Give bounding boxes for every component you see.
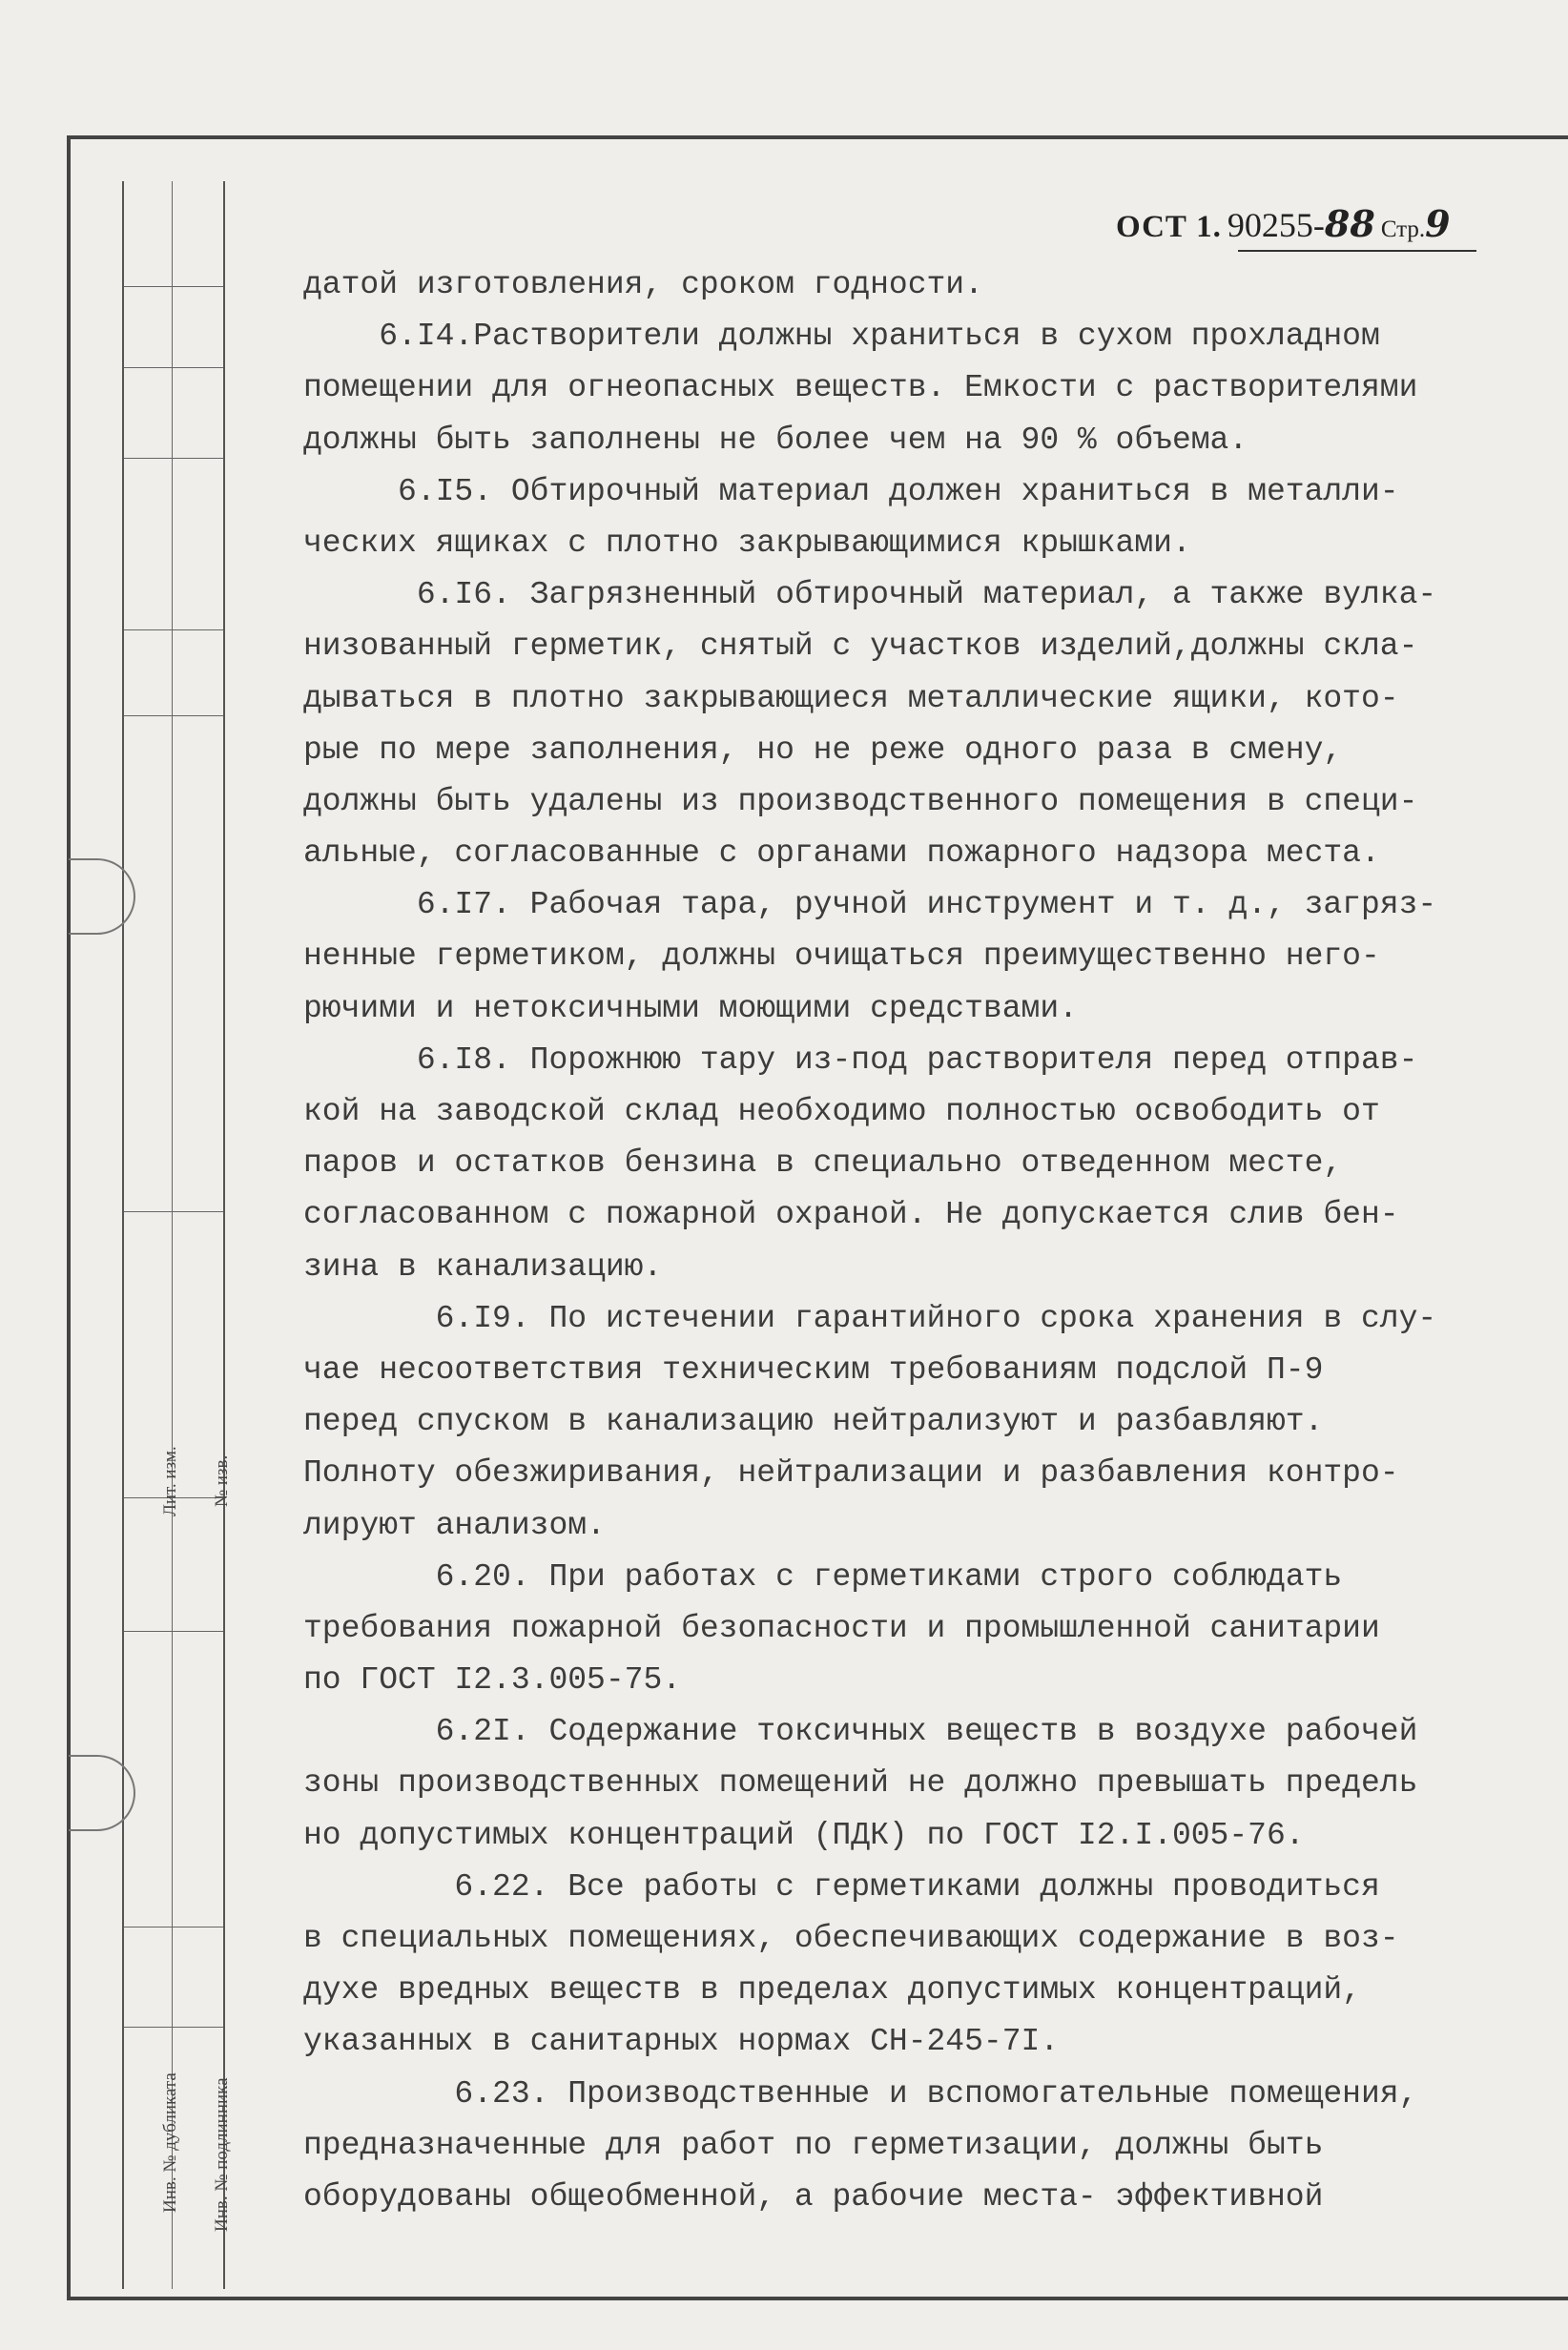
margin-strip-rule: [124, 715, 223, 716]
text-line: ненные герметиком, должны очищаться преимущественно него-: [303, 938, 1380, 975]
text-line: предназначенные для работ по герметизации, должны быть: [303, 2127, 1324, 2163]
text-line: 6.I7. Рабочая тара, ручной инструмент и т. д., загряз-: [303, 887, 1437, 923]
text-line: чае несоответствия техническим требованиям подслой П-9: [303, 1351, 1324, 1388]
text-line: духе вредных веществ в пределах допустимых концентраций,: [303, 1972, 1361, 2009]
text-line: оборудованы общеобменной, а рабочие места- эффективной: [303, 2178, 1324, 2215]
document-body: [303, 259, 1564, 2223]
text-line: но допустимых концентраций (ПДК) по ГОСТ I2.I.005-76.: [303, 1817, 1305, 1853]
margin-label-no-izv: № изв.: [212, 1454, 232, 1507]
text-line: 6.I6. Загрязненный обтирочный материал, а также вулка-: [303, 577, 1437, 613]
text-line: помещении для огнеопасных веществ. Емкости с растворителями: [303, 370, 1418, 406]
margin-strip-rule: [124, 629, 223, 630]
text-line: 6.23. Производственные и вспомогательные помещения,: [303, 2075, 1418, 2112]
text-line: должны быть заполнены не более чем на 90 % объема.: [303, 422, 1248, 458]
page-number-handwritten: 9: [1425, 202, 1451, 245]
header-underline: [1238, 250, 1476, 252]
margin-label-inv-dublikata: Инв. № дубликата: [160, 2072, 180, 2213]
text-line: кой на заводской склад необходимо полностью освободить от: [303, 1094, 1380, 1129]
text-line: 6.22. Все работы с герметиками должны проводиться: [303, 1868, 1380, 1905]
margin-label-lit-izm: Лит. изм.: [160, 1446, 180, 1516]
standard-year-handwritten: 88: [1324, 202, 1375, 245]
margin-strip-rule: [124, 2027, 223, 2028]
text-line: лируют анализом.: [303, 1507, 606, 1543]
text-line: низованный герметик, снятый с участков изделий,должны скла-: [303, 629, 1418, 665]
text-line: ческих ящиках с плотно закрывающимися крышками.: [303, 525, 1191, 561]
text-line: в специальных помещениях, обеспечивающих содержание в воз-: [303, 1921, 1399, 1956]
margin-strip-rule: [124, 1631, 223, 1632]
margin-strip-rule: [124, 1211, 223, 1212]
text-line: альные, согласованные с органами пожарного надзора места.: [303, 835, 1380, 872]
text-line: Полноту обезжиривания, нейтрализации и разбавления контро-: [303, 1455, 1399, 1492]
text-line: 6.I9. По истечении гарантийного срока хранения в слу-: [303, 1300, 1437, 1336]
margin-stamp-strip: [122, 181, 225, 2289]
text-line: рючими и нетоксичными моющими средствами.: [303, 990, 1078, 1026]
margin-label-inv-podlinnika: Инв. № подлинника: [212, 2077, 232, 2232]
text-line: указанных в санитарных нормах СН-245-7I.: [303, 2024, 1060, 2060]
margin-strip-rule: [124, 458, 223, 459]
text-line: зина в канализацию.: [303, 1248, 663, 1285]
text-line: дываться в плотно закрывающиеся металлические ящики, кото-: [303, 680, 1399, 716]
document-header: [1116, 202, 1516, 256]
margin-strip-divider: [172, 181, 173, 2289]
margin-strip-rule: [124, 367, 223, 368]
text-line: 6.I8. Порожнюю тару из-под растворителя перед отправ-: [303, 1041, 1418, 1078]
text-line: паров и остатков бензина в специально отведенном месте,: [303, 1145, 1343, 1182]
margin-strip-rule: [124, 286, 223, 287]
standard-code: ОСТ 1.: [1116, 210, 1222, 244]
text-line: датой изготовления, сроком годности.: [303, 267, 983, 302]
text-line: требования пожарной безопасности и промышленной санитарии: [303, 1610, 1380, 1646]
text-line: 6.2I. Содержание токсичных веществ в воздухе рабочей: [303, 1714, 1418, 1750]
page-label: Стр.: [1380, 216, 1426, 242]
standard-number: 90255-: [1227, 206, 1325, 244]
text-line: рые по мере заполнения, но не реже одного раза в смену,: [303, 732, 1343, 768]
text-line: 6.I5. Обтирочный материал должен храниться в металли-: [303, 473, 1399, 509]
text-line: по ГОСТ I2.3.005-75.: [303, 1662, 682, 1699]
text-line: 6.20. При работах с герметиками строго соблюдать: [303, 1558, 1343, 1595]
text-line: согласованном с пожарной охраной. Не допускается слив бен-: [303, 1197, 1399, 1233]
text-line: перед спуском в канализацию нейтрализуют и разбавляют.: [303, 1404, 1324, 1440]
text-line: 6.I4.Растворители должны храниться в сухом прохладном: [303, 319, 1380, 355]
text-line: зоны производственных помещений не должно превышать предель: [303, 1765, 1418, 1802]
text-line: должны быть удалены из производственного помещения в специ-: [303, 783, 1418, 819]
